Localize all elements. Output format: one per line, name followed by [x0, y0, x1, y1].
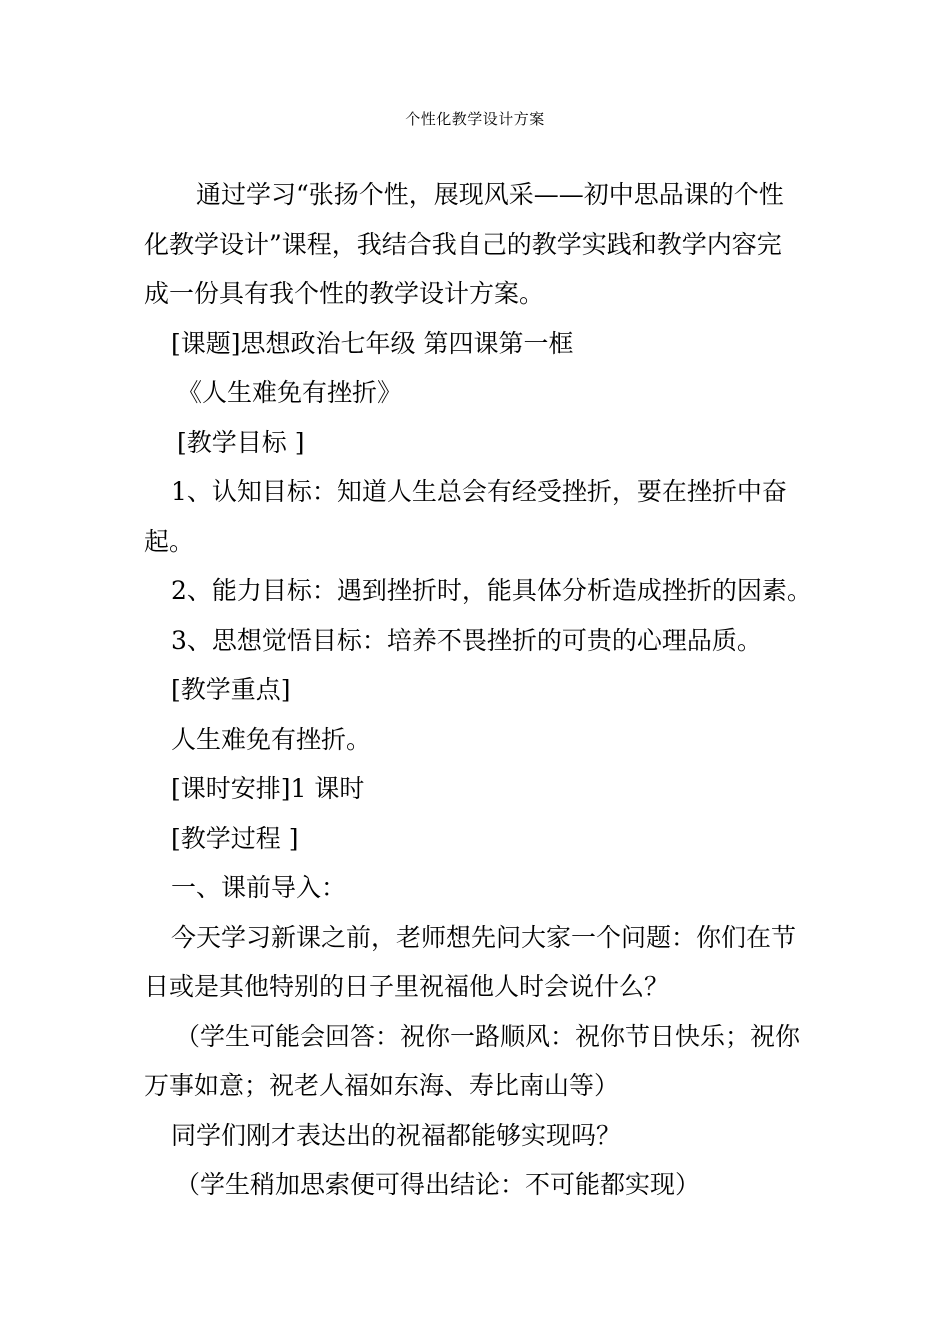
objective-item-continued: 起。 — [144, 526, 195, 556]
paragraph-line: 成一份具有我个性的教学设计方案。 — [144, 279, 545, 308]
lesson-title: 《人生难免有挫折》 — [177, 378, 403, 407]
paragraph-line: 同学们刚才表达出的祝福都能够实现吗？ — [171, 1120, 622, 1150]
paragraph-line: （学生可能会回答：祝你一路顺风：祝你节日快乐；祝你 — [175, 1021, 801, 1051]
objective-item: 3、思想觉悟目标：培养不畏挫折的可贵的心理品质。 — [171, 625, 762, 655]
paragraph-line: 今天学习新课之前，老师想先问大家一个问题：你们在节 — [171, 922, 797, 952]
lesson-topic: [课题]思想政治七年级 第四课第一框 — [171, 328, 574, 358]
document-body — [144, 170, 814, 1210]
paragraph-line: 通过学习“张扬个性，展现风采——初中思品课的个性 — [196, 180, 784, 209]
section-heading: [教学过程 ] — [171, 823, 299, 853]
paragraph-line: （学生稍加思索便可得出结论：不可能都实现） — [175, 1170, 701, 1199]
paragraph-line: 化教学设计”课程，我结合我自己的教学实践和教学内容完 — [144, 229, 782, 259]
objective-item: 2、能力目标：遇到挫折时，能具体分析造成挫折的因素。 — [171, 576, 812, 605]
paragraph-line: 万事如意；祝老人福如东海、寿比南山等） — [144, 1071, 620, 1100]
paragraph-line: 日或是其他特别的日子里祝福他人时会说什么？ — [144, 972, 670, 1001]
objective-item: 1、认知目标：知道人生总会有经受挫折，要在挫折中奋 — [171, 477, 787, 506]
document-title: 个性化教学设计方案 — [405, 110, 545, 128]
section-heading: 一、课前导入： — [171, 873, 347, 902]
paragraph-line: 人生难免有挫折。 — [171, 724, 372, 754]
section-heading: [教学重点] — [171, 675, 291, 704]
section-heading: [教学目标 ] — [177, 427, 305, 457]
section-heading: [课时安排]1 课时 — [171, 774, 365, 803]
